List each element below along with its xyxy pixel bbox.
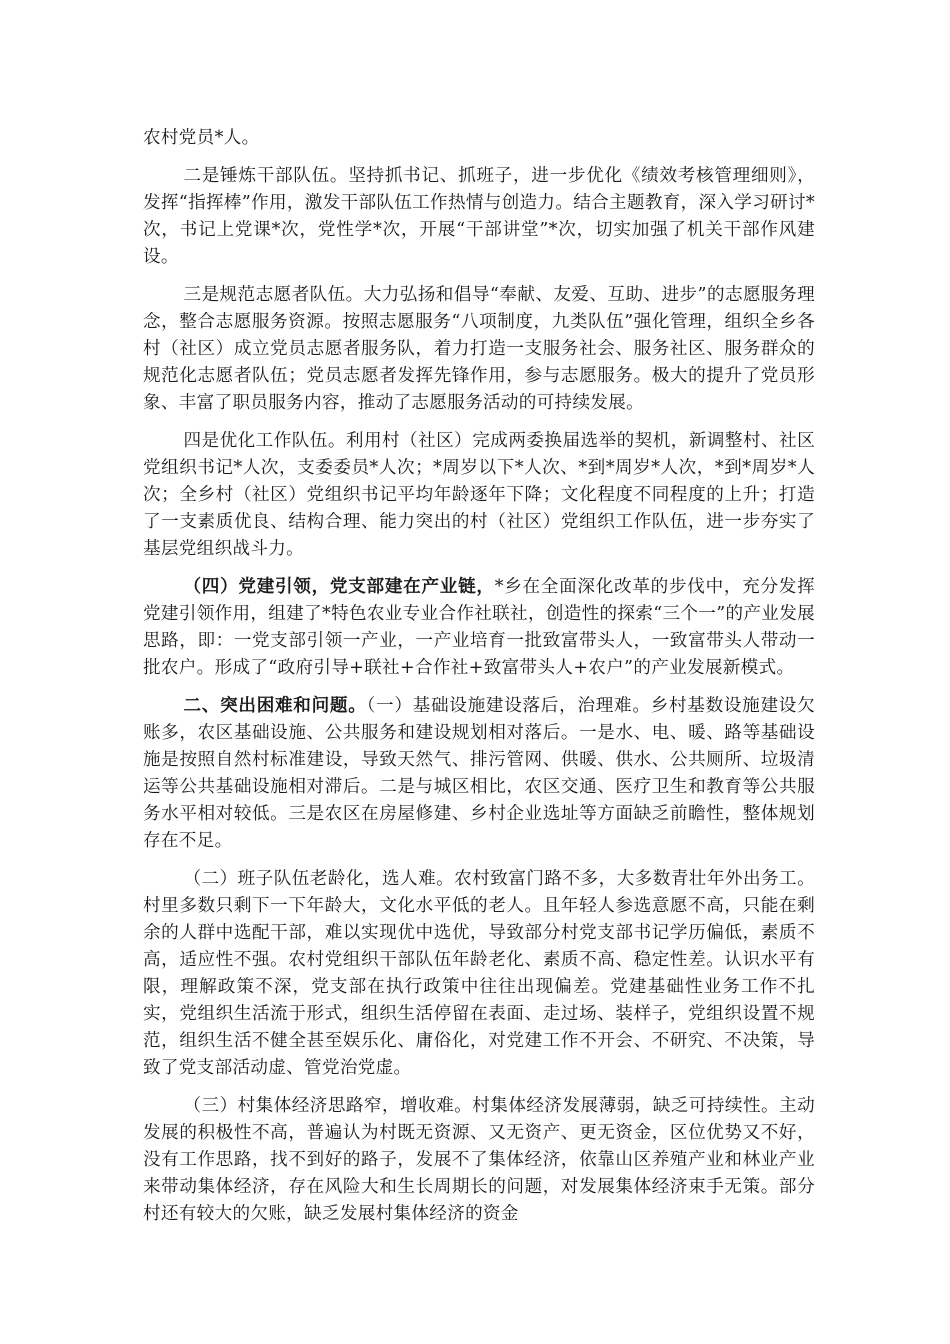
paragraph-3-text: 三是规范志愿者队伍。大力弘扬和倡导“奉献、友爱、互助、进步”的志愿服务理念，整合志愿服务资源。按照志愿服务“八项制度，九类队伍”强化管理，组织全乡各村（社区）成立党员志愿者服务队，着力打造一支服务社会、服务社区、服务群众的规范化志愿者队伍；党员志愿者发挥先锋作用，参与志愿服务。极大的提升了党员形象、丰富了职员服务内容，推动了志愿服务活动的可持续发展。 bbox=[143, 285, 815, 413]
paragraph-6-text: （一）基础设施建设落后，治理难。乡村基数设施建设欠账多，农区基础设施、公共服务和建设规划相对落后。一是水、电、暖、路等基础设施是按照自然村标准建设，导致天然气、排污管网、供暖、供水、公共厕所、垃圾清运等公共基础设施相对滞后。二是与城区相比，农区交通、医疗卫生和教育等公共服务水平相对较低。三是农区在房屋修建、乡村企业选址等方面缺乏前瞻性，整体规划存在不足。 bbox=[143, 696, 815, 851]
paragraph-3 bbox=[143, 281, 815, 417]
paragraph-6-lead: 二、突出困难和问题。 bbox=[183, 695, 367, 716]
paragraph-5-lead: （四）党建引领，党支部建在产业链， bbox=[183, 576, 495, 597]
paragraph-8-text: （三）村集体经济思路窄，增收难。村集体经济发展薄弱，缺乏可持续性。主动发展的积极性不高，普遍认为村既无资源、又无资产、更无资金，区位优势又不好，没有工作思路，找不到好的路子，发展不了集体经济，依靠山区养殖产业和林业产业来带动集体经济，存在风险大和生长周期长的问题，对发展集体经济束手无策。部分村还有较大的欠账，缺乏发展村集体经济的资金 bbox=[143, 1096, 815, 1224]
document-body bbox=[143, 124, 815, 1238]
paragraph-4 bbox=[143, 427, 815, 563]
paragraph-5-text: *乡在全面深化改革的步伐中，充分发挥党建引领作用，组建了*特色农业专业合作社联社，创造性的探索“三个一”的产业发展思路，即：一党支部引领一产业，一产业培育一批致富带头人，一致富带头人带动一批农户。形成了“政府引导+联社+合作社+致富带头人+农户”的产业发展新模式。 bbox=[143, 577, 815, 678]
paragraph-8 bbox=[143, 1092, 815, 1228]
paragraph-2-text: 二是锤炼干部队伍。坚持抓书记、抓班子，进一步优化《绩效考核管理细则》，发挥“指挥棒”作用，激发干部队伍工作热情与创造力。结合主题教育，深入学习研讨*次，书记上党课*次，党性学*次，开展“干部讲堂”*次，切实加强了机关干部作风建设。 bbox=[143, 166, 815, 267]
paragraph-1-text: 农村党员*人。 bbox=[143, 128, 260, 148]
paragraph-4-text: 四是优化工作队伍。利用村（社区）完成两委换届选举的契机，新调整村、社区党组织书记*人次，支委委员*人次；*周岁以下*人次、*到*周岁*人次，*到*周岁*人次；全乡村（社区）党组织书记平均年龄逐年下降；文化程度不同程度的上升；打造了一支素质优良、结构合理、能力突出的村（社区）党组织工作队伍，进一步夯实了基层党组织战斗力。 bbox=[143, 431, 815, 559]
paragraph-2 bbox=[143, 162, 815, 271]
paragraph-7 bbox=[143, 865, 815, 1082]
paragraph-7-text: （二）班子队伍老龄化，选人难。农村致富门路不多，大多数青壮年外出务工。村里多数只剩下一下年龄大，文化水平低的老人。且年轻人参选意愿不高，只能在剩余的人群中选配干部，难以实现优中选优，导致部分村党支部书记学历偏低，素质不高，适应性不强。农村党组织干部队伍年龄老化、素质不高、稳定性差。认识水平有限，理解政策不深，党支部在执行政策中往往出现偏差。党建基础性业务工作不扎实，党组织生活流于形式，组织生活停留在表面、走过场、装样子，党组织设置不规范，组织生活不健全甚至娱乐化、庸俗化，对党建工作不开会、不研究、不决策，导致了党支部活动虚、管党治党虚。 bbox=[143, 869, 815, 1078]
paragraph-5 bbox=[143, 573, 815, 682]
paragraph-1 bbox=[143, 124, 815, 152]
paragraph-6 bbox=[143, 692, 815, 855]
